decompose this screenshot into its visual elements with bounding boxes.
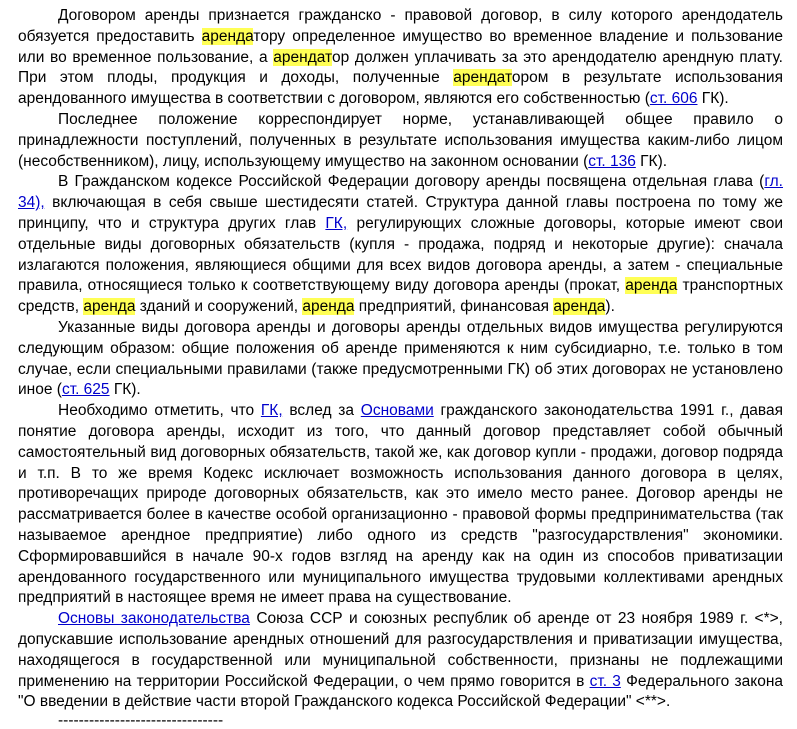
link-article-606[interactable]: ст. 606: [649, 90, 698, 108]
search-highlight: аренда: [201, 27, 254, 45]
link-chapter-34[interactable]: гл. 34),: [18, 173, 783, 212]
text-run: ).: [605, 298, 615, 316]
text-run: включающая в себя свыше шестидесяти статей. Структура данной главы построена по тому же принципу, что и структура других глав: [18, 194, 783, 232]
search-highlight: аренда: [302, 298, 355, 316]
paragraph-chapter-structure: [18, 172, 783, 318]
paragraph-regulation: [18, 318, 783, 401]
text-run: ор должен уплачивать за это арендодателю арендную плату. При этом плоды, продукция и доходы, полученные: [18, 48, 783, 87]
link-article-3[interactable]: ст. 3: [589, 672, 621, 690]
paragraph-ussr-fundamentals: [18, 609, 783, 713]
text-run: предприятий, финансовая: [354, 298, 554, 316]
search-highlight: аренда: [83, 298, 136, 316]
link-fundamentals-of-legislation[interactable]: Основы законодательства: [58, 610, 250, 628]
paragraph-general-rule: [18, 110, 783, 172]
text-run: гражданского законодательства 1991 г., давая понятие договора аренды, исходит из того, что данный договор представляет собой обычный самостоятельный вид договорных обязательств, такой же, как договор купли - продажи, договор подряда и т.п. В то же время Кодекс исключает возможность использования данного договора в целях, противоречащих природе договорных обязательств, как это имело место ранее. Договор аренды не рассматривается более в качестве особой организационно - правовой формы предпринимательства (так называемое арендное предприятие) либо одного из средств "разгосударствления" экономики. Сформировавшийся в начале 90-х годов взгляд на аренду как на один из способов приватизации арендованного государственного или муниципального имущества трудовыми коллективами арендных предприятий в настоящее время не имеет права на существование.: [18, 402, 783, 607]
text-run: ГК).: [635, 152, 668, 170]
search-highlight: аренда: [625, 277, 678, 295]
text-run: ГК).: [697, 90, 729, 108]
link-civil-code[interactable]: ГК,: [260, 402, 283, 420]
paragraph-code-and-fundamentals: [18, 401, 783, 609]
text-run: Указанные виды договора аренды и договоры аренды отдельных видов имущества регулируются следующим образом: общие положения об аренде применяются к ним субсидиарно, т.е. только в том случае, если специальными правилами (также предусмотренными ГК) об этих договорах не установлено иное (: [18, 318, 783, 399]
text-run: транспортных средств,: [18, 277, 783, 316]
search-highlight: арендат: [453, 69, 512, 87]
text-run: Федерального закона "О введении в действие части второй Гражданского кодекса Российской Федерации" <**>.: [18, 672, 783, 711]
search-highlight: аренда: [553, 298, 606, 316]
text-run: ором в результате использования арендованного имущества в соответствии с договором, являются его собственностью (: [18, 69, 783, 108]
text-run: Договором аренды признается гражданско - правовой договор, в силу которого арендодатель обязуется предоставить: [18, 7, 783, 45]
text-run: Союза ССР и союзных республик об аренде от 23 ноября 1989 г. <*>, допускавшие использование арендных отношений для разгосударствления и приватизации имущества, находящегося в государственной или муниципальной собственности, признаны не подлежащими применению на территории Российской Федерации, о чем прямо говорится в: [18, 610, 783, 690]
text-run: Необходимо отметить, что: [58, 402, 261, 420]
link-civil-code[interactable]: ГК,: [325, 214, 348, 232]
link-article-625[interactable]: ст. 625: [61, 381, 110, 399]
text-run: регулирующих сложные договоры, которые имеют свои отдельные виды договорных обязательств (купля - продажа, подряд и некоторые другие): сначала излагаются положения, являющиеся общими для всех видов договора аренды, а затем - специальные правила, относящиеся только к соответствующему виду договора аренды (прокат,: [18, 214, 783, 295]
text-run: В Гражданском кодексе Российской Федерации договору аренды посвящена отдельная глава (: [58, 173, 765, 191]
text-run: тору определенное имущество во временное владение и пользование или во временное пользование, а: [18, 27, 783, 66]
link-article-136[interactable]: ст. 136: [588, 152, 636, 170]
text-run: ГК).: [109, 381, 141, 399]
search-highlight: арендат: [273, 48, 332, 66]
text-run: зданий и сооружений,: [135, 298, 303, 316]
text-run: вслед за: [282, 402, 361, 420]
text-run: Последнее положение корреспондирует норме, устанавливающей общее правило о принадлежности поступлений, полученных в результате использования имущества каким-либо лицом (несобственником), лицу, использующему имущество на законном основании (: [18, 110, 783, 170]
link-fundamentals[interactable]: Основами: [360, 402, 434, 420]
footnote-separator: --------------------------------: [58, 712, 224, 729]
paragraph-lease-definition: [18, 6, 783, 110]
